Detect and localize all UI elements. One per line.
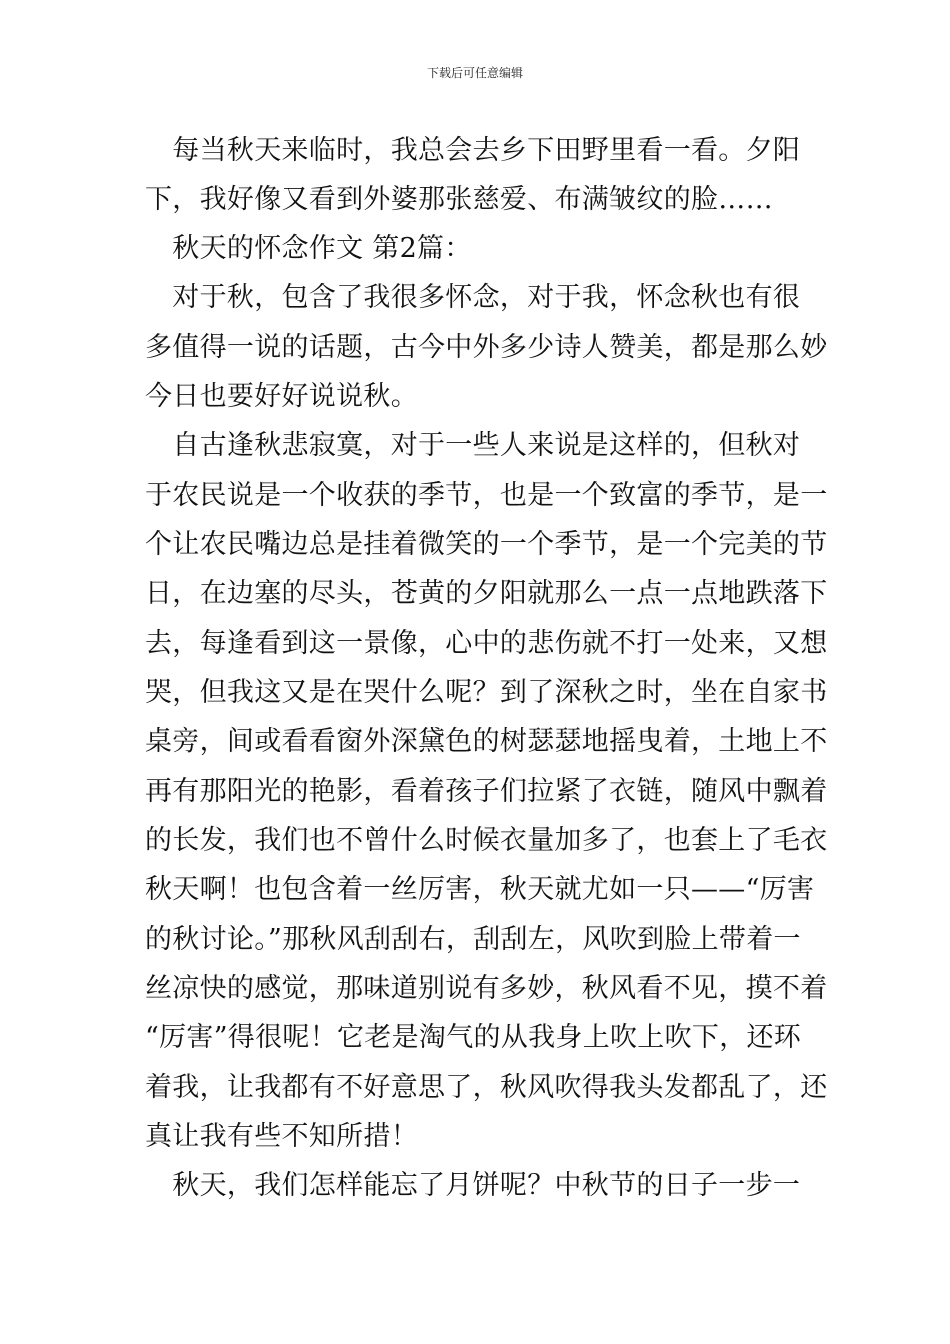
text-line: 哭，但我这又是在哭什么呢？到了深秋之时，坐在自家书: [145, 677, 828, 708]
text-line: 丝凉快的感觉，那味道别说有多妙，秋风看不见，摸不着: [145, 973, 828, 1004]
text-line: “厉害”得很呢！它老是淘气的从我身上吹上吹下，还环: [145, 1022, 802, 1053]
page-header: 下载后可任意编辑: [426, 66, 523, 80]
text-line: 多值得一说的话题，古今中外多少诗人赞美，都是那么妙: [145, 332, 828, 363]
text-line: 真让我有些不知所措！: [145, 1121, 418, 1152]
text-line: 再有那阳光的艳影，看着孩子们拉紧了衣链，随风中飘着: [145, 776, 828, 807]
text-line: 秋天啊！也包含着一丝厉害，秋天就尤如一只——“厉害: [145, 874, 815, 905]
text-line: 着我，让我都有不好意思了，秋风吹得我头发都乱了，还: [145, 1072, 828, 1103]
text-line: 的长发，我们也不曾什么时候衣量加多了，也套上了毛衣: [145, 825, 828, 856]
text-line: 日，在边塞的尽头，苍黄的夕阳就那么一点一点地跌落下: [145, 578, 828, 609]
text-line: 对于秋，包含了我很多怀念，对于我，怀念秋也有很: [145, 282, 801, 313]
text-line: 个让农民嘴边总是挂着微笑的一个季节，是一个完美的节: [145, 529, 828, 560]
text-line: 的秋讨论。”那秋风刮刮右，刮刮左，风吹到脸上带着一: [145, 924, 801, 955]
text-line: 桌旁，间或看看窗外深黛色的树瑟瑟地摇曳着，土地上不: [145, 726, 828, 757]
text-line: 秋天，我们怎样能忘了月饼呢？中秋节的日子一步一: [145, 1170, 801, 1201]
section-heading: 秋天的怀念作文 第2篇：: [145, 233, 472, 264]
text-line: 今日也要好好说说秋。: [145, 381, 418, 412]
text-line: 每当秋天来临时，我总会去乡下田野里看一看。夕阳: [145, 135, 801, 166]
text-line: 于农民说是一个收获的季节，也是一个致富的季节，是一: [145, 480, 828, 511]
text-line: 去，每逢看到这一景像，心中的悲伤就不打一处来，又想: [145, 628, 828, 659]
text-line: 自古逢秋悲寂寞，对于一些人来说是这样的，但秋对: [145, 430, 801, 461]
text-line: 下，我好像又看到外婆那张慈爱、布满皱纹的脸……: [145, 184, 773, 215]
